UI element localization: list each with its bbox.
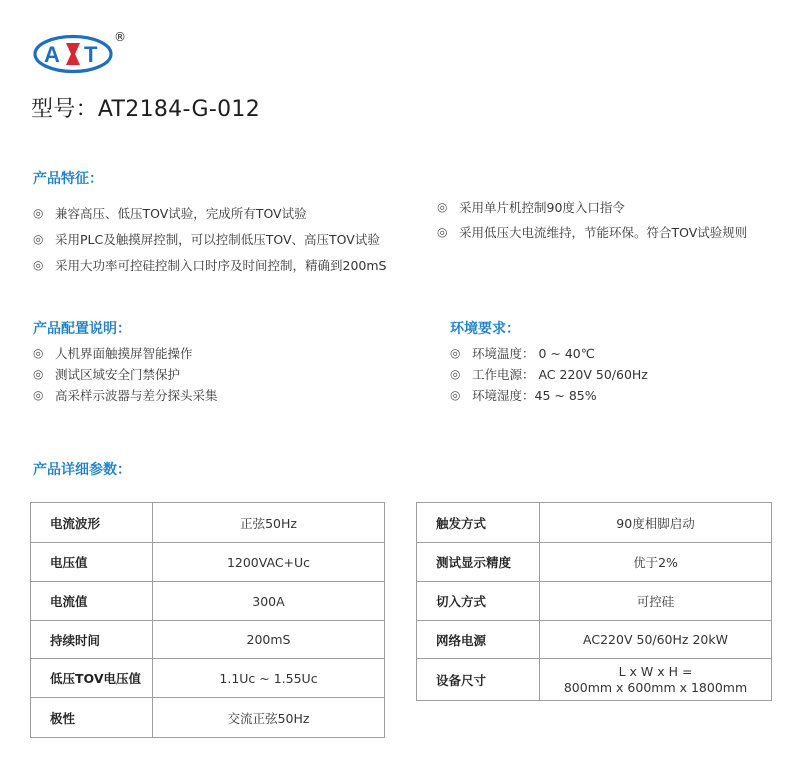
table-row — [417, 543, 772, 582]
bullet-icon: ◎ — [33, 387, 44, 402]
table-row — [417, 621, 772, 659]
list-item: ◎ 环境湿度：45 ~ 85% — [450, 387, 597, 403]
spec-value: 交流正弦50Hz — [153, 698, 385, 738]
spec-value: L x W x H = 800mm x 600mm x 1800mm — [540, 659, 772, 701]
list-item: ◎ 采用低压大电流维持，节能环保。符合TOV试验规则 — [437, 224, 748, 240]
bullet-icon: ◎ — [450, 387, 461, 402]
spec-value: 90度相脚启动 — [540, 503, 772, 543]
spec-label: 持续时间 — [31, 621, 153, 659]
spec-value: 可控硅 — [540, 582, 772, 621]
config-title: 产品配置说明： — [33, 321, 131, 337]
table-row — [417, 659, 772, 701]
list-item: ◎ 采用单片机控制90度入口指令 — [437, 199, 625, 215]
environment-title: 环境要求： — [450, 321, 520, 337]
spec-label: 电流波形 — [31, 503, 153, 543]
model-number: 型号：AT2184-G-012 — [31, 97, 260, 122]
spec-label: 极性 — [31, 698, 153, 738]
spec-label: 网络电源 — [417, 621, 540, 659]
bullet-icon: ◎ — [437, 224, 448, 239]
table-row — [417, 582, 772, 621]
list-item: ◎ 兼容高压、低压TOV试验，完成所有TOV试验 — [33, 206, 307, 221]
list-item: ◎ 测试区域安全门禁保护 — [33, 366, 181, 382]
config-list — [33, 342, 218, 405]
spec-label: 测试显示精度 — [417, 543, 540, 582]
table-row — [31, 621, 385, 659]
spec-label: 电压值 — [31, 543, 153, 582]
list-item: ◎ 环境温度： 0 ~ 40℃ — [450, 345, 595, 361]
bullet-icon: ◎ — [33, 366, 44, 381]
svg-text:A: A — [44, 42, 60, 67]
spec-value: 1200VAC+Uc — [153, 543, 385, 582]
registered-mark: ® — [114, 30, 126, 44]
spec-label: 切入方式 — [417, 582, 540, 621]
bullet-icon: ◎ — [437, 199, 448, 214]
table-row — [31, 543, 385, 582]
spec-value: 200mS — [153, 621, 385, 659]
bullet-icon: ◎ — [33, 345, 44, 360]
spec-label: 触发方式 — [417, 503, 540, 543]
spec-table-right — [416, 502, 772, 701]
bullet-icon: ◎ — [33, 258, 44, 272]
spec-value: 优于2% — [540, 543, 772, 582]
details-title: 产品详细参数： — [33, 462, 131, 478]
table-row — [417, 503, 772, 543]
table-row — [31, 503, 385, 543]
bullet-icon: ◎ — [450, 366, 461, 381]
company-logo — [33, 34, 113, 74]
svg-text:T: T — [84, 42, 98, 67]
spec-value: AC220V 50/60Hz 20kW — [540, 621, 772, 659]
spec-label: 电流值 — [31, 582, 153, 621]
table-row — [31, 582, 385, 621]
features-right-list — [437, 194, 747, 244]
features-left-list — [33, 200, 386, 278]
spec-table-left — [30, 502, 385, 738]
list-item: ◎ 采用大功率可控硅控制入口时序及时间控制，精确到200mS — [33, 258, 387, 273]
table-row — [31, 659, 385, 698]
list-item: ◎ 采用PLC及触摸屏控制，可以控制低压TOV、高压TOV试验 — [33, 232, 380, 247]
table-row — [31, 698, 385, 738]
bullet-icon: ◎ — [33, 206, 44, 220]
bullet-icon: ◎ — [33, 232, 44, 246]
list-item: ◎ 高采样示波器与差分探头采集 — [33, 387, 218, 403]
list-item: ◎ 人机界面触摸屏智能操作 — [33, 345, 193, 361]
spec-label: 设备尺寸 — [417, 659, 540, 701]
spec-label: 低压TOV电压值 — [31, 659, 153, 698]
spec-value: 正弦50Hz — [153, 503, 385, 543]
features-title: 产品特征： — [33, 171, 103, 187]
bullet-icon: ◎ — [450, 345, 461, 360]
spec-value: 300A — [153, 582, 385, 621]
environment-list — [450, 342, 648, 405]
list-item: ◎ 工作电源： AC 220V 50/60Hz — [450, 366, 648, 382]
spec-value: 1.1Uc ~ 1.55Uc — [153, 659, 385, 698]
